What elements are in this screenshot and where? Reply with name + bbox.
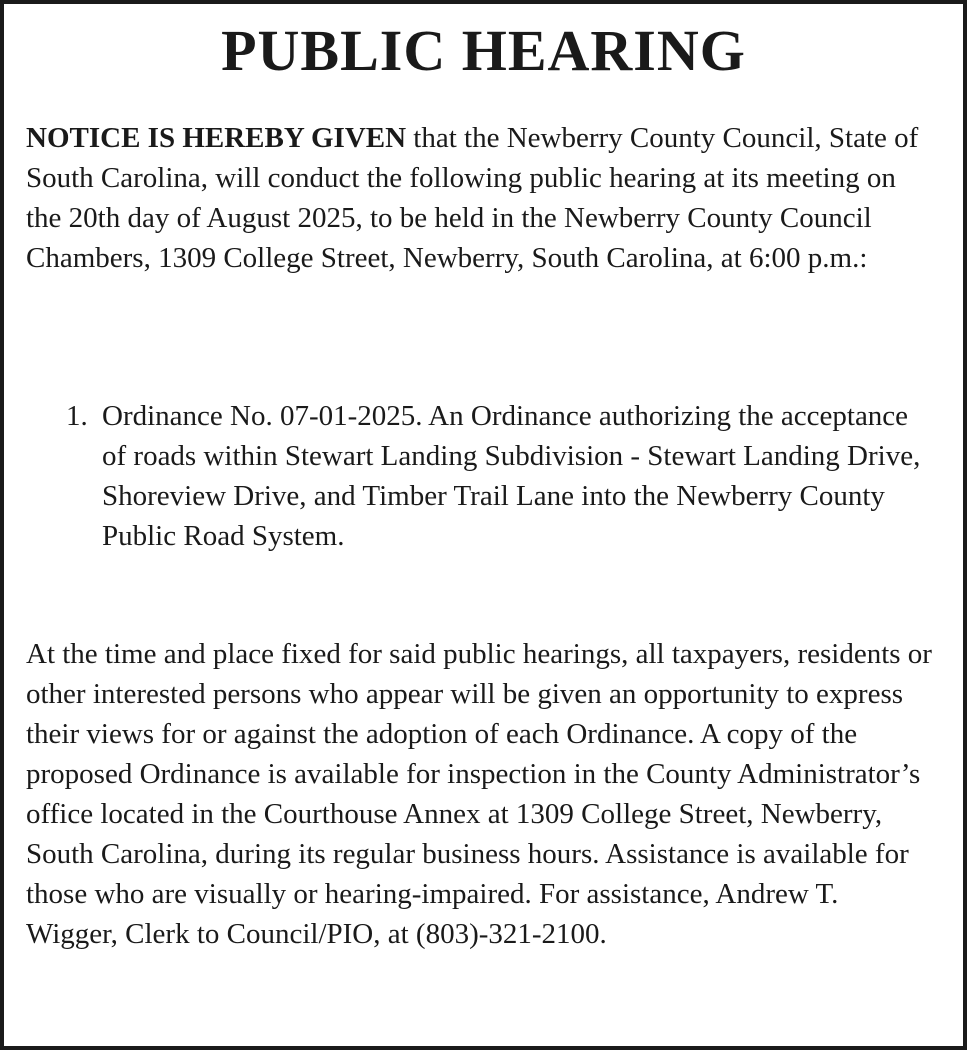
closing-paragraph: At the time and place fixed for said public hearings, all taxpayers, residents or other interested persons who appear will be given an opportunity to express their views for or against the adoption of each Ordinance. A copy of the proposed Ordinance is available for inspection in the County Administrator’s office located in the Courthouse Annex at 1309 College Street, Newberry, South Carolina, during its regular business hours. Assistance is available for those who are visually or hearing-impaired. For assistance, Andrew T. Wigger, Clerk to Council/PIO, at (803)-321-2100. <box>26 638 932 950</box>
intro-text: that the Newberry County Council, State of South Carolina, will conduct the following public hearing at its meeting on the 20th day of August 2025, to be held in the Newberry County Council Chambers, 1309 College Street, Newberry, South Carolina, at 6:00 p.m.: <box>26 122 919 274</box>
intro-lead: NOTICE IS HEREBY GIVEN <box>26 122 407 154</box>
ordinance-list <box>26 396 926 556</box>
list-item-number: 1. <box>66 400 88 432</box>
list-item-text: Ordinance No. 07-01-2025. An Ordinance authorizing the acceptance of roads within Stewart Landing Subdivision - Stewart Landing Drive, Shoreview Drive, and Timber Trail Lane into the Newberry County Public Road System. <box>102 400 921 552</box>
intro-paragraph <box>26 118 936 278</box>
list-item <box>26 396 926 556</box>
notice-title: PUBLIC HEARING <box>221 18 746 83</box>
